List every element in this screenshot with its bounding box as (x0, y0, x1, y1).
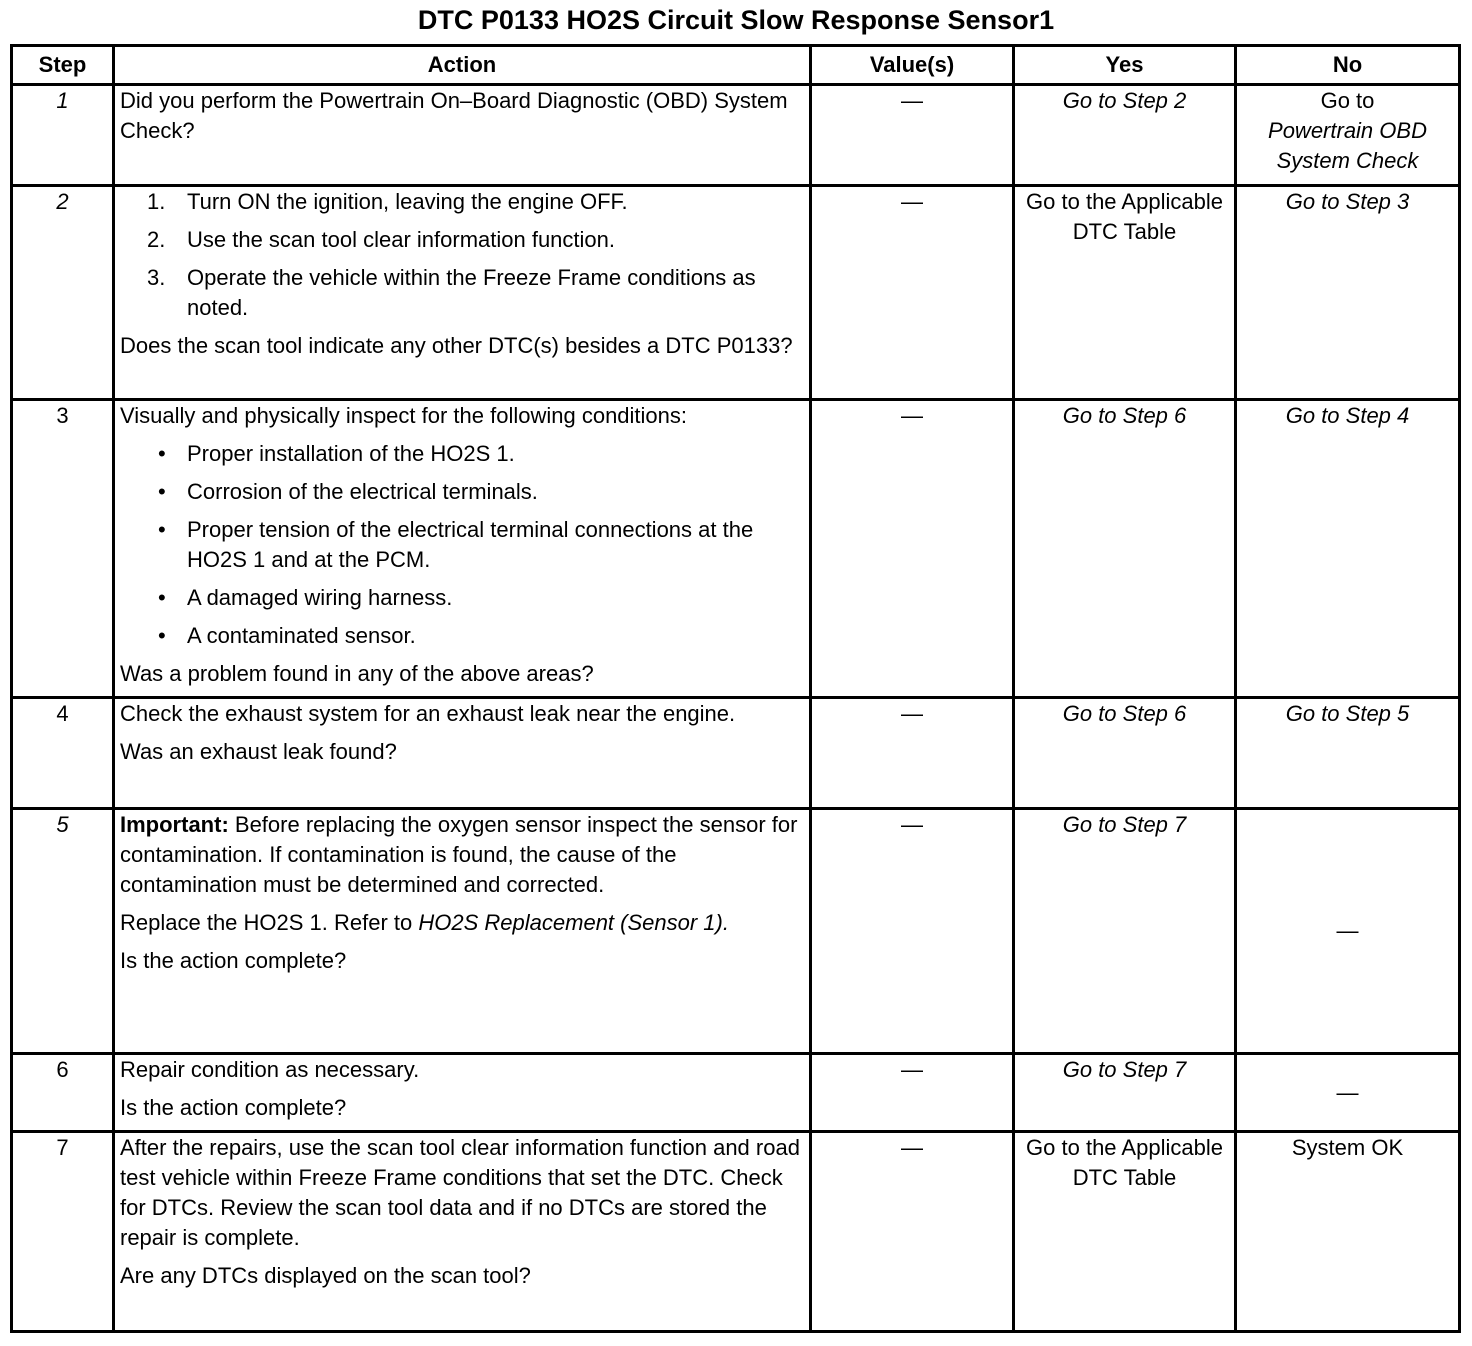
action-question: Does the scan tool indicate any other DTC(s) besides a DTC P0133? (120, 333, 793, 358)
header-no: No (1236, 46, 1460, 85)
value-cell: — (811, 85, 1014, 186)
important-text: Before replacing the oxygen sensor inspect the sensor for contamination. If contamination is found, the cause of the contamination must be determined and corrected. (120, 812, 798, 897)
list-item-text: Proper tension of the electrical terminal connections at the HO2S 1 and at the PCM. (187, 517, 754, 572)
list-item-text: Operate the vehicle within the Freeze Frame conditions as noted. (187, 265, 756, 320)
list-item (120, 477, 804, 507)
list-item-text: Proper installation of the HO2S 1. (187, 441, 515, 466)
action-cell (114, 1132, 811, 1332)
bullet-icon: • (158, 441, 166, 466)
list-marker: 1. (147, 189, 166, 214)
list-item-text: Corrosion of the electrical terminals. (187, 479, 538, 504)
yes-cell: Go to Step 6 (1014, 698, 1236, 809)
list-item-text: Use the scan tool clear information function. (187, 227, 616, 252)
bullet-icon: • (158, 585, 166, 610)
action-question: Is the action complete? (120, 948, 347, 973)
table-row (12, 1132, 1460, 1332)
list-marker: 2. (147, 227, 166, 252)
no-line: Go to (1320, 88, 1375, 113)
bullet-icon: • (158, 623, 166, 648)
action-question: Is the action complete? (120, 1095, 347, 1120)
action-cell (114, 698, 811, 809)
yes-cell: Go to Step 7 (1014, 1054, 1236, 1132)
action-cell (114, 85, 811, 186)
action-question: Was a problem found in any of the above areas? (120, 661, 594, 686)
list-item-text: Turn ON the ignition, leaving the engine OFF. (187, 189, 628, 214)
value-cell: — (811, 698, 1014, 809)
important-note (120, 810, 804, 900)
step-number: 4 (12, 698, 114, 809)
list-marker: 3. (147, 265, 166, 290)
list-item (120, 263, 804, 323)
no-cell: Go to Step 3 (1236, 186, 1460, 400)
bullet-icon: • (158, 517, 166, 542)
action-intro: Visually and physically inspect for the following conditions: (120, 403, 688, 428)
step-number: 6 (12, 1054, 114, 1132)
bullet-icon: • (158, 479, 166, 504)
list-item (120, 439, 804, 469)
replace-text: Replace the HO2S 1. Refer to (120, 910, 413, 935)
list-item (120, 225, 804, 255)
step-number: 5 (12, 809, 114, 1054)
action-cell (114, 1054, 811, 1132)
list-item (120, 515, 804, 575)
no-cell: System OK (1236, 1132, 1460, 1332)
table-row (12, 85, 1460, 186)
list-item-text: A damaged wiring harness. (187, 585, 453, 610)
action-question: Did you perform the Powertrain On–Board Diagnostic (OBD) System Check? (120, 88, 788, 143)
table-row (12, 1054, 1460, 1132)
table-row (12, 400, 1460, 698)
yes-cell: Go to Step 2 (1014, 85, 1236, 186)
list-item (120, 583, 804, 613)
table-row (12, 698, 1460, 809)
header-yes: Yes (1014, 46, 1236, 85)
header-values: Value(s) (811, 46, 1014, 85)
no-reference: Powertrain OBD System Check (1268, 118, 1427, 173)
replacement-reference: HO2S Replacement (Sensor 1). (418, 910, 729, 935)
action-cell (114, 400, 811, 698)
step-number: 3 (12, 400, 114, 698)
yes-cell: Go to the Applicable DTC Table (1014, 1132, 1236, 1332)
action-text: Repair condition as necessary. (120, 1057, 420, 1082)
value-cell: — (811, 1132, 1014, 1332)
list-item (120, 621, 804, 651)
value-cell: — (811, 400, 1014, 698)
no-cell (1236, 85, 1460, 186)
bullet-list (120, 439, 804, 651)
header-row (12, 46, 1460, 85)
step-number: 7 (12, 1132, 114, 1332)
header-step: Step (12, 46, 114, 85)
no-cell: — (1236, 809, 1460, 1054)
header-action: Action (114, 46, 811, 85)
no-cell: — (1236, 1054, 1460, 1132)
action-cell (114, 186, 811, 400)
list-item-text: A contaminated sensor. (187, 623, 416, 648)
diagnostic-table (10, 44, 1461, 1333)
action-text: After the repairs, use the scan tool clear information function and road test vehicle within Freeze Frame conditions that set the DTC. Check for DTCs. Review the scan tool data and if no DTCs are stored the repair is complete. (120, 1135, 800, 1250)
yes-cell: Go to Step 7 (1014, 809, 1236, 1054)
value-cell: — (811, 1054, 1014, 1132)
action-text: Check the exhaust system for an exhaust leak near the engine. (120, 701, 736, 726)
numbered-list (120, 187, 804, 323)
value-cell: — (811, 186, 1014, 400)
list-item (120, 187, 804, 217)
yes-cell: Go to the Applicable DTC Table (1014, 186, 1236, 400)
value-cell: — (811, 809, 1014, 1054)
action-cell (114, 809, 811, 1054)
action-question: Was an exhaust leak found? (120, 739, 397, 764)
step-number: 1 (12, 85, 114, 186)
action-question: Are any DTCs displayed on the scan tool? (120, 1263, 531, 1288)
important-label: Important: (120, 812, 229, 837)
no-cell: Go to Step 4 (1236, 400, 1460, 698)
yes-cell: Go to Step 6 (1014, 400, 1236, 698)
replace-instruction (120, 908, 804, 938)
step-number: 2 (12, 186, 114, 400)
no-cell: Go to Step 5 (1236, 698, 1460, 809)
table-row (12, 809, 1460, 1054)
table-row (12, 186, 1460, 400)
page-title: DTC P0133 HO2S Circuit Slow Response Sensor1 (417, 5, 1055, 35)
